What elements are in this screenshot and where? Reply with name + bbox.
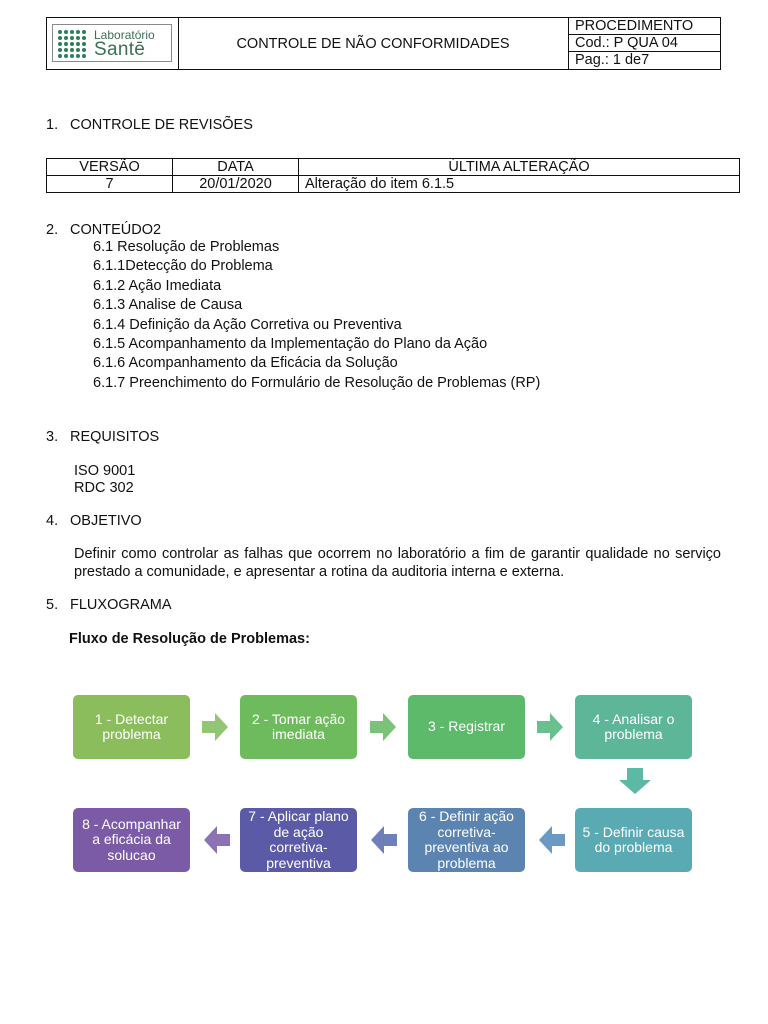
requirements-list	[74, 463, 135, 497]
document-meta	[568, 18, 721, 69]
col-header-last-change: ÚLTIMA ALTERAÇÃO	[299, 159, 740, 176]
flow-step-3: 3 - Registrar	[408, 695, 525, 759]
cell-last-change: Alteração do item 6.1.5	[299, 176, 740, 193]
flow-step-7: 7 - Aplicar plano de ação corretiva-preventiva	[240, 808, 357, 872]
flow-step-5: 5 - Definir causa do problema	[575, 808, 692, 872]
arrow-right-icon	[537, 713, 563, 741]
revisions-table	[46, 158, 740, 193]
objective-paragraph: Definir como controlar as falhas que ocorrem no laboratório a fim de garantir qualidade no serviço prestado a comunidade, e apresentar a rotina da auditoria interna e externa.	[74, 546, 721, 580]
list-item: ISO 9001	[74, 463, 136, 479]
list-item: 6.1.6 Acompanhamento da Eficácia da Solução	[93, 355, 398, 372]
logo-text-line2: Santē	[94, 39, 146, 60]
list-item: 6.1.2 Ação Imediata	[93, 277, 222, 294]
logo-text-line1: Laboratório	[94, 28, 155, 42]
section-2-heading: 2. CONTEÚDO2	[46, 222, 162, 238]
flow-step-4: 4 - Analisar o problema	[575, 695, 692, 759]
list-item: 6.1.4 Definição da Ação Corretiva ou Preventiva	[93, 316, 402, 333]
document-title: CONTROLE DE NÃO CONFORMIDADES	[236, 35, 510, 52]
section-1-heading: 1. CONTROLE DE REVISÕES	[46, 117, 253, 133]
arrow-left-icon	[204, 826, 230, 854]
arrow-right-icon	[202, 713, 228, 741]
flow-step-6: 6 - Definir ação corretiva-preventiva ao problema	[408, 808, 525, 872]
list-item: 6.1.7 Preenchimento do Formulário de Resolução de Problemas (RP)	[93, 374, 541, 391]
document-header	[46, 17, 721, 70]
doc-type: PROCEDIMENTO	[569, 18, 721, 35]
list-item: 6.1 Resolução de Problemas	[93, 239, 280, 255]
col-header-date: DATA	[173, 159, 299, 176]
cell-version: 7	[47, 176, 173, 193]
doc-code: Cod.: P QUA 04	[569, 35, 721, 52]
cell-date: 20/01/2020	[173, 176, 299, 193]
arrow-left-icon	[371, 826, 397, 854]
doc-page: Pag.: 1 de7	[575, 52, 650, 68]
flow-step-8: 8 - Acompanhar a eficácia da solucao	[73, 808, 190, 872]
arrow-down-icon	[619, 768, 651, 794]
section-3-heading: 3. REQUISITOS	[46, 429, 160, 445]
section-5-heading: 5. FLUXOGRAMA	[46, 597, 172, 613]
dots-logo-icon	[58, 30, 86, 58]
arrow-left-icon	[539, 826, 565, 854]
section-4-heading: 4. OBJETIVO	[46, 513, 142, 529]
list-item: RDC 302	[74, 480, 134, 496]
flow-step-1: 1 - Detectar problema	[73, 695, 190, 759]
arrow-right-icon	[370, 713, 396, 741]
flow-title: Fluxo de Resolução de Problemas:	[69, 631, 310, 647]
table-header-row	[47, 159, 740, 176]
contents-list	[93, 238, 540, 393]
col-header-version: VERSÃO	[47, 159, 173, 176]
list-item: 6.1.1Detecção do Problema	[93, 258, 273, 275]
list-item: 6.1.3 Analise de Causa	[93, 297, 243, 314]
flow-step-2: 2 - Tomar ação imediata	[240, 695, 357, 759]
table-row	[47, 176, 740, 193]
logo-cell	[47, 18, 179, 69]
laboratorio-sante-logo	[52, 24, 172, 62]
list-item: 6.1.5 Acompanhamento da Implementação do Plano da Ação	[93, 336, 488, 353]
